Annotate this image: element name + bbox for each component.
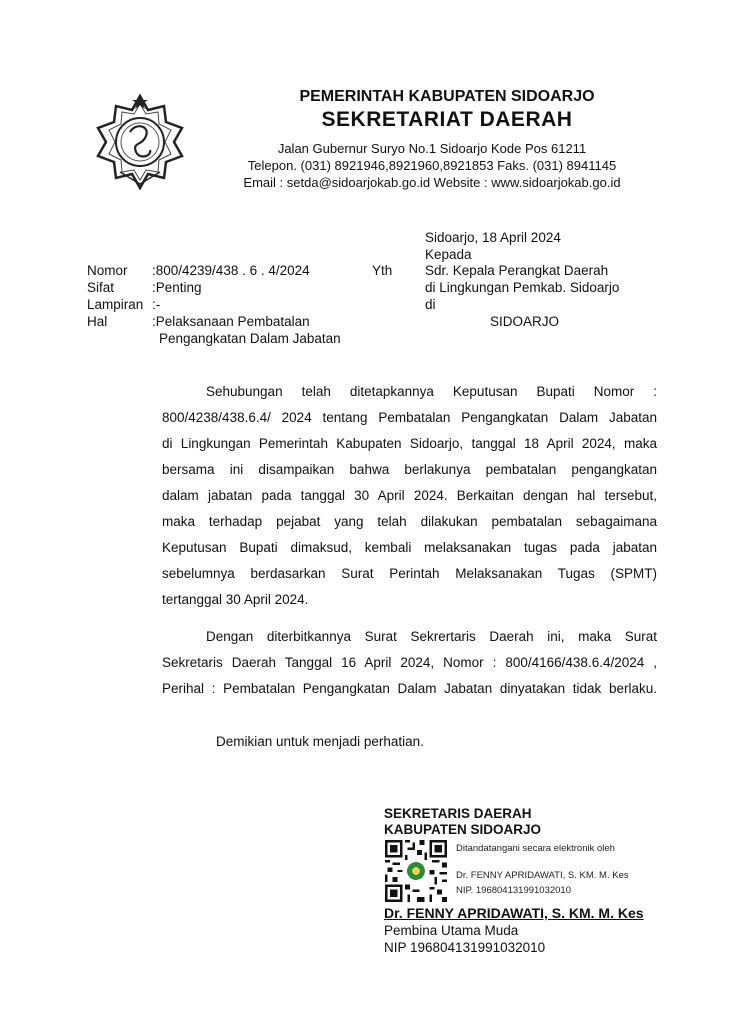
nomor-value: :800/4239/438 . 6 . 4/2024 — [152, 263, 310, 278]
kepada-label: Kepada — [425, 247, 472, 262]
paragraph-line: Perihal : Pembatalan Pengangkatan Dalam Jabatan dinyatakan tidak berlaku. — [162, 681, 657, 696]
paragraph-line: tertanggal 30 April 2024. — [162, 592, 309, 607]
letterhead-phone: Telepon. (031) 8921946,8921960,8921853 Faks. (031) 8941145 — [247, 158, 617, 173]
letterhead-email-website: Email : setda@sidoarjokab.go.id Website : www.sidoarjokab.go.id — [243, 175, 621, 190]
paragraph-line: Keputusan Bupati dimaksud, kembali melaksanakan tugas pada jabatan — [162, 540, 657, 555]
hal-value-1: :Pelaksanaan Pembatalan — [152, 314, 310, 329]
esign-name: Dr. FENNY APRIDAWATI, S. KM. M. Kes — [456, 870, 629, 881]
paragraph-line: di Lingkungan Pemerintah Kabupaten Sidoarjo, tanggal 18 April 2024, maka — [162, 436, 657, 451]
paragraph-line: dalam jabatan pada tanggal 30 April 2024. Berkaitan dengan hal tersebut, — [162, 488, 657, 503]
closing-sentence: Demikian untuk menjadi perhatian. — [216, 734, 424, 749]
hal-value-2: Pengangkatan Dalam Jabatan — [159, 331, 341, 346]
recipient-city: SIDOARJO — [490, 314, 560, 329]
signatory-rank: Pembina Utama Muda — [384, 923, 519, 938]
qr-code-icon — [385, 840, 447, 902]
signatory-name: Dr. FENNY APRIDAWATI, S. KM. M. Kes — [384, 905, 644, 921]
paragraph-line: Sehubungan telah ditetapkannya Keputusan Bupati Nomor : — [206, 384, 657, 399]
nomor-label: Nomor — [87, 263, 128, 278]
letterhead-address: Jalan Gubernur Suryo No.1 Sidoarjo Kode Pos 61211 — [277, 141, 587, 156]
letter-date: Sidoarjo, 18 April 2024 — [425, 230, 561, 245]
sifat-label: Sifat — [87, 280, 115, 295]
paragraph-line: Sekretaris Daerah Tanggal 16 April 2024, Nomor : 800/4166/438.6.4/2024 , — [162, 655, 657, 670]
lampiran-value: :- — [152, 297, 161, 312]
hal-label: Hal — [87, 314, 108, 329]
body-paragraph-2 — [162, 624, 657, 702]
paragraph-line: sebelumnya berdasarkan Surat Perintah Melaksanakan Tugas (SPMT) — [162, 566, 657, 581]
yth-label: Yth — [372, 263, 393, 278]
paragraph-line: maka terhadap pejabat yang telah dilakukan pembatalan sebagaimana — [162, 514, 657, 529]
recipient-line-1: Sdr. Kepala Perangkat Daerah — [425, 263, 609, 278]
body-paragraph-1 — [162, 379, 657, 613]
esign-nip: NIP. 196804131991032010 — [456, 885, 571, 896]
lampiran-label: Lampiran — [87, 297, 144, 312]
letterhead-government: PEMERINTAH KABUPATEN SIDOARJO — [299, 88, 595, 105]
signatory-nip: NIP 196804131991032010 — [384, 940, 546, 955]
letterhead-office: SEKRETARIAT DAERAH — [321, 108, 573, 131]
paragraph-line: Dengan diterbitkannya Surat Sekrertaris Daerah ini, maka Surat — [206, 629, 657, 644]
signatory-title-2: KABUPATEN SIDOARJO — [384, 822, 542, 837]
recipient-line-2: di Lingkungan Pemkab. Sidoarjo — [425, 280, 620, 295]
esign-note: Ditandatangani secara elektronik oleh — [456, 843, 615, 854]
paragraph-line: bersama ini disampaikan bahwa berlakunya pembatalan pengangkatan — [162, 462, 657, 477]
recipient-di: di — [425, 297, 436, 312]
signatory-title-1: SEKRETARIS DAERAH — [384, 806, 532, 821]
sifat-value: :Penting — [152, 280, 202, 295]
regency-coat-of-arms-icon — [92, 92, 188, 192]
paragraph-line: 800/4238/438.6.4/ 2024 tentang Pembatalan Pengangkatan Dalam Jabatan — [162, 410, 657, 425]
